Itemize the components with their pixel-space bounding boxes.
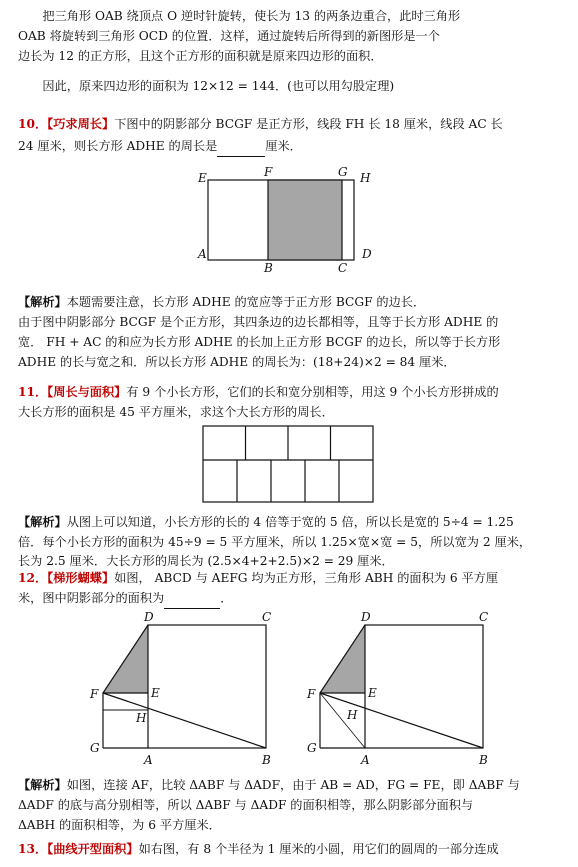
q10-analysis-line-1	[18, 292, 566, 312]
q11-analysis-line-1	[18, 512, 566, 532]
q10-question-line-2	[18, 136, 566, 157]
label-e: E	[151, 686, 160, 700]
q12-text-2: 米，图中阴影部分的面积为	[18, 591, 165, 605]
q10-analysis-line-3: 宽． FH + AC 的和应为长方形 ADHE 的长加上正方形 BCGF 的边长，所以等于长方形	[18, 335, 501, 349]
q10-text-2: 24 厘米，则长方形 ADHE 的周长是	[18, 139, 218, 153]
label-d: D	[361, 610, 371, 624]
label-g: G	[90, 741, 100, 755]
segment-af	[320, 693, 365, 748]
label-a: A	[198, 247, 207, 261]
label-f: F	[90, 687, 99, 701]
q13-number: 13．	[18, 842, 48, 856]
q12-analysis-tag: 【解析】	[18, 778, 67, 792]
intro-line-2: OAB 将旋转到三角形 OCD 的位置．这样，通过旋转后所得到的新图形是一个	[18, 29, 440, 43]
label-g: G	[338, 165, 348, 179]
q12-analysis-line-3: ΔABH 的面积相等，为 6 平方厘米．	[18, 818, 221, 832]
q13-tag: 【曲线开型面积】	[47, 842, 139, 856]
label-c: C	[479, 610, 489, 624]
label-c: C	[262, 610, 272, 624]
q10-analysis-line-4: ADHE 的长与宽之和．所以长方形 ADHE 的周长为：(18+24)×2 = 84 厘米．	[18, 355, 456, 369]
q11-question-line-2: 大长方形的面积是 45 平方厘米，求这个大长方形的周长．	[18, 405, 334, 419]
q10-question-line-1	[18, 114, 566, 134]
q12-answer-blank	[164, 588, 220, 609]
square-abcd	[148, 625, 266, 748]
label-c: C	[338, 261, 348, 275]
q10-analysis-line-2: 由于图中阴影部分 BCGF 是个正方形，其四条边的边长都相等，且等于长方形 ADHE 的	[18, 315, 499, 329]
label-b: B	[264, 261, 273, 275]
q11-figure	[203, 426, 375, 504]
q12-question-line-2	[18, 588, 566, 609]
q13-text-1: 如右图，有 8 个半径为 1 厘米的小圆，用它们的圆周的一部分连成	[138, 842, 499, 856]
label-g: G	[307, 741, 317, 755]
label-b: B	[479, 753, 488, 767]
intro-line-1: 把三角形 OAB 绕顶点 O 逆时针旋转，使长为 13 的两条边重合，此时三角形	[42, 9, 461, 23]
q12-number: 12．	[18, 571, 48, 585]
q12-figure-left	[84, 608, 284, 767]
q11-analysis-line-2: 倍．每个小长方形的面积为 45÷9 = 5 平方厘米，所以 1.25×宽×宽 = 5，所以宽为 2 厘米，	[18, 535, 532, 549]
q10-figure	[196, 165, 376, 275]
label-d: D	[144, 610, 154, 624]
q10-analysis-tag: 【解析】	[18, 295, 67, 309]
q11-analysis-tag: 【解析】	[18, 515, 67, 529]
label-b: B	[262, 753, 271, 767]
q12-tag: 【梯形蝴蝶】	[47, 571, 115, 585]
q10-answer-blank	[217, 136, 265, 157]
q12-question-line-1	[18, 568, 566, 588]
label-d: D	[362, 247, 372, 261]
q11-analysis-line-3: 长为 2.5 厘米．大长方形的周长为 (2.5×4+2+2.5)×2 = 29 厘米．	[18, 554, 394, 568]
q12-analysis-line-1	[18, 775, 566, 795]
label-h: H	[136, 711, 147, 725]
q10-tag: 【巧求周长】	[47, 117, 115, 131]
q13-question-line-1	[18, 839, 566, 859]
label-a: A	[361, 753, 370, 767]
label-f: F	[307, 687, 316, 701]
label-a: A	[144, 753, 153, 767]
intro-conclusion: 因此，原来四边形的面积为 12×12 = 144．(也可以用勾股定理)	[42, 79, 395, 93]
q10-text-1: 下图中的阴影部分 BCGF 是正方形，线段 FH 长 18 厘米，线段 AC 长	[114, 117, 503, 131]
q12-analysis-line-2: ΔADF 的底与高分别相等，所以 ΔABF 与 ΔADF 的面积相等，那么阴影部分面积与	[18, 798, 474, 812]
label-h: H	[360, 171, 371, 185]
q11-analysis-1: 从图上可以知道，小长方形的长的 4 倍等于宽的 5 倍，所以长是宽的 5÷4 = 1.25	[66, 515, 514, 529]
shaded-square-bcgf	[268, 180, 342, 260]
label-f: F	[264, 165, 273, 179]
q11-number: 11．	[18, 385, 48, 399]
label-e: E	[368, 686, 377, 700]
q11-question-line-1	[18, 382, 566, 402]
q10-analysis-1: 本题需要注意，长方形 ADHE 的宽应等于正方形 BCGF 的边长．	[66, 295, 426, 309]
label-h: H	[347, 708, 358, 722]
q12-text-1: 如图， ABCD 与 AEFG 均为正方形，三角形 ABH 的面积为 6 平方厘	[114, 571, 499, 585]
q10-number: 10．	[18, 117, 48, 131]
intro-line-3: 边长为 12 的正方形，且这个正方形的面积就是原来四边形的面积．	[18, 49, 383, 63]
q11-tag: 【周长与面积】	[47, 385, 127, 399]
q12-analysis-1: 如图，连接 AF，比较 ΔABF 与 ΔADF，由于 AB = AD，FG = FE，即 ΔABF 与	[66, 778, 520, 792]
q12-figure-right	[301, 608, 501, 767]
q10-unit: 厘米．	[265, 139, 302, 153]
label-e: E	[198, 171, 207, 185]
q12-text-2-end: ．	[220, 591, 233, 605]
q11-text-1: 有 9 个小长方形，它们的长和宽分别相等，用这 9 个小长方形拼成的	[126, 385, 499, 399]
square-abcd	[365, 625, 483, 748]
